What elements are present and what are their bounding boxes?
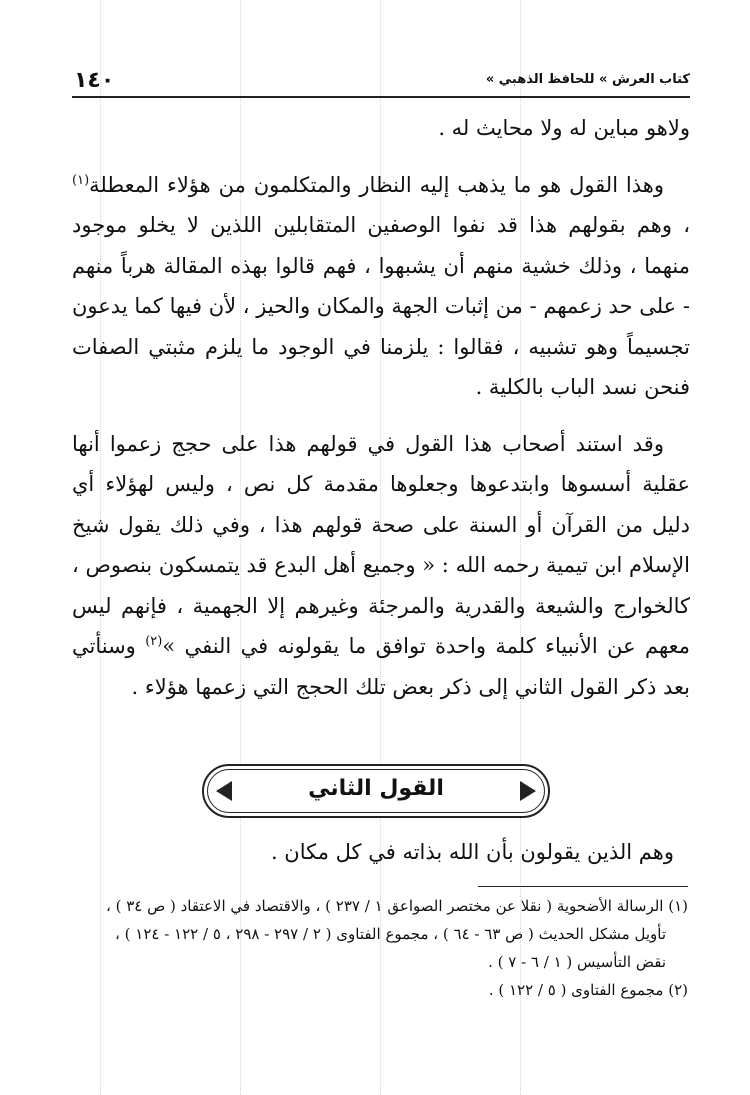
section-title: القول الثاني <box>308 776 444 801</box>
footnote-2: (٢) مجموع الفتاوى ( ٥ / ١٢٢ ) . <box>488 981 688 999</box>
footnote-1-line-2: تأويل مشكل الحديث ( ص ٦٣ - ٦٤ ) ، مجموع الفتاوى ( ٢ / ٢٩٧ - ٢٩٨ ، ٥ / ١٢٢ - ١٢٤ ) ، <box>115 925 666 943</box>
footnote-1-line-1: (١) الرسالة الأضحوية ( نقلا عن مختصر الصواعق ١ / ٢٣٧ ) ، والاقتصاد في الاعتقاد ( ص ٣٤ ) ، <box>105 897 688 915</box>
footnote-ref-2[interactable]: (٢) <box>145 634 163 649</box>
footnotes <box>72 892 688 1004</box>
section-heading-banner <box>202 764 550 818</box>
paragraph-3-text-b: وسنأتي بعد ذكر القول الثاني إلى ذكر بعض تلك الحجج التي زعمها هؤلاء . <box>72 634 690 699</box>
footnote-divider <box>478 886 688 887</box>
paragraph-3-text-a: وقد استند أصحاب هذا القول في قولهم هذا على حجج زعموا أنها عقلية أسسوها وابتدعوها وجعلوها مقدمة كل نص ، وليس لهؤلاء أي دليل من القرآن أو السنة على صحة قولهم هذا ، وفي ذلك يقول شيخ الإسلام ابن تيمية رحمه الله : « وجميع أهل البدع قد يتمسكون بنصوص ، كالخوارج والشيعة والقدرية والمرجئة وغيرهم إلا الجهمية ، فإنهم ليس معهم عن الأنبياء كلمة واحدة توافق ما يقولونه في النفي » <box>72 431 691 658</box>
paragraph-3 <box>72 424 690 708</box>
page-number: ١٤٠ <box>74 68 115 93</box>
paragraph-gap <box>72 408 690 424</box>
page-header <box>72 66 690 98</box>
footnote-ref-1[interactable]: (١) <box>72 172 90 188</box>
paragraph-2-text-a: وهذا القول هو ما يذهب إليه النظار والمتكلمون من هؤلاء المعطلة <box>89 172 664 197</box>
paragraph-2 <box>72 165 690 408</box>
paragraph-1: ولاهو مباين له ولا محايث له . <box>438 116 690 140</box>
paragraph-2-text-b: ، وهم بقولهم هذا قد نفوا الوصفين المتقابلين اللذين لا يخلو موجود منهما ، وذلك خشية منهم أن يشبهوا ، فهم قالوا بهذه المقالة هرباً منهم - على حد زعمهم - من إثبات الجهة والمكان والحيز ، لأن فيها كما يدعون تجسيماً وهو تشبيه ، فقالوا : يلزمنا في الوجود ما يلزم مثبتي الصفات فنحن نسد الباب بالكلية . <box>72 213 690 399</box>
section-first-line: وهم الذين يقولون بأن الله بذاته في كل مكان . <box>270 840 674 864</box>
main-text <box>72 108 690 707</box>
paragraph-gap <box>72 149 690 165</box>
footnote-1-line-3: نقض التأسيس ( ١ / ٦ - ٧ ) . <box>488 953 666 971</box>
running-title: « كتاب العرش » للحافظ الذهبي <box>485 72 690 87</box>
